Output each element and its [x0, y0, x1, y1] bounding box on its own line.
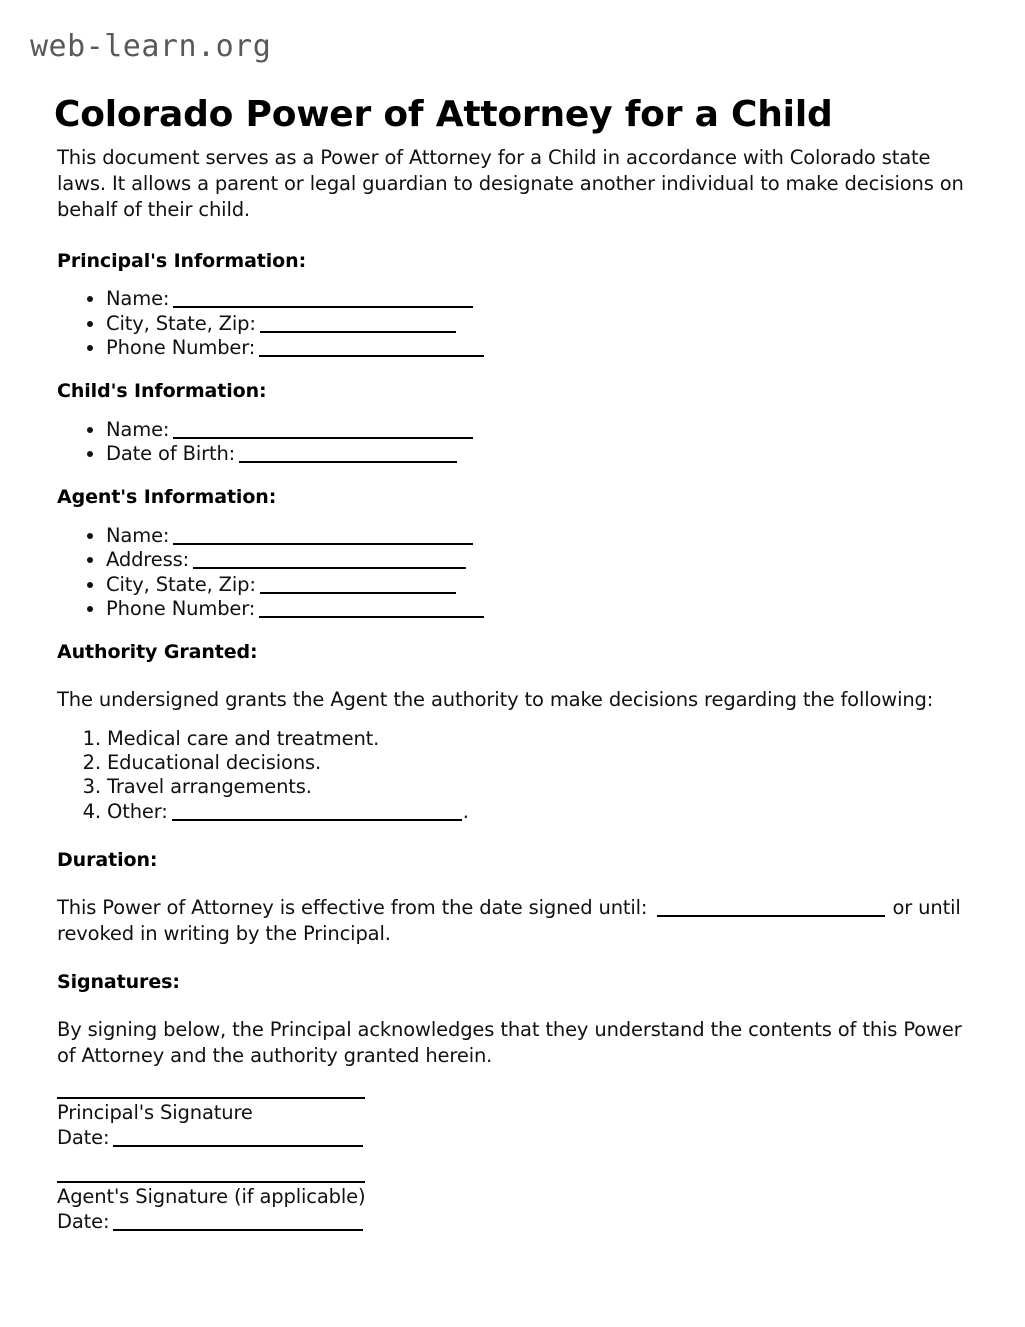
intro-paragraph: This document serves as a Power of Attorney for a Child in accordance with Colorado state laws. It allows a parent or legal guardian to designate another individual to make decisions on behalf of their child.: [57, 146, 964, 221]
signature-group: [57, 1097, 967, 1151]
document-body: [57, 145, 967, 1265]
agent-field-item: [106, 524, 967, 548]
child-field-label: Name:: [106, 417, 170, 441]
fill-in-blank[interactable]: [173, 423, 473, 439]
child-field-label: Date of Birth:: [106, 442, 236, 466]
fill-in-blank[interactable]: [193, 553, 466, 569]
fill-in-blank[interactable]: [259, 341, 484, 357]
signature-line[interactable]: [57, 1181, 365, 1183]
signature-blocks: [57, 1097, 967, 1235]
spacer: [57, 510, 967, 524]
agent-field-label: Address:: [106, 548, 190, 572]
spacer: [57, 995, 967, 1017]
agent-field-item: [106, 548, 967, 572]
authority-item-suffix: .: [462, 799, 469, 823]
signature-date-row: [57, 1210, 967, 1235]
principal-field-label: Name:: [106, 287, 170, 311]
fill-in-blank[interactable]: [113, 1215, 363, 1231]
fill-in-blank[interactable]: [657, 901, 885, 917]
child-section-heading: Child's Information:: [57, 380, 267, 403]
signature-acknowledgement-paragraph: By signing below, the Principal acknowledges that they understand the contents of this Power of Attorney and the authority granted herein.: [57, 1018, 962, 1068]
authority-section-heading: Authority Granted:: [57, 641, 258, 664]
duration-paragraph: [57, 895, 967, 947]
spacer: [57, 946, 967, 970]
spacer: [57, 223, 967, 249]
spacer: [57, 713, 967, 727]
agent-field-label: Name:: [106, 524, 170, 548]
signature-date-label: Date:: [57, 1209, 110, 1233]
duration-text-before-blank: This Power of Attorney is effective from the date signed until:: [57, 895, 654, 919]
signatures-section-heading: Signatures:: [57, 971, 180, 994]
agent-field-item: [106, 597, 967, 621]
fill-in-blank[interactable]: [173, 529, 473, 545]
principal-fields-list: [57, 287, 967, 360]
principal-field-item: [106, 287, 967, 311]
signature-group: [57, 1181, 967, 1235]
authority-item-text: Travel arrangements.: [107, 775, 312, 799]
fill-in-blank[interactable]: [259, 602, 484, 618]
duration-section-heading: Duration:: [57, 848, 158, 871]
authority-item: [107, 800, 967, 824]
authority-item: [107, 727, 967, 751]
agent-field-item: [106, 573, 967, 597]
child-field-item: [106, 442, 967, 466]
spacer: [57, 466, 967, 485]
fill-in-blank[interactable]: [113, 1131, 363, 1147]
duration-text-after-blank: or until revoked in writing by the Principal.: [57, 895, 961, 945]
fill-in-blank[interactable]: [260, 578, 456, 594]
authority-item-text: Educational decisions.: [107, 751, 322, 775]
authority-item: [107, 751, 967, 775]
agent-field-label: Phone Number:: [106, 596, 256, 620]
fill-in-blank[interactable]: [260, 317, 456, 333]
spacer: [57, 404, 967, 418]
principal-section-heading: Principal's Information:: [57, 249, 307, 272]
authority-item: [107, 775, 967, 799]
signature-label: Principal's Signature: [57, 1100, 253, 1124]
site-watermark: web-learn.org: [30, 29, 272, 64]
child-fields-list: [57, 418, 967, 467]
signature-label: Agent's Signature (if applicable): [57, 1184, 366, 1208]
authority-item-text: Medical care and treatment.: [107, 726, 380, 750]
authority-item-text: Other:: [107, 799, 168, 823]
page-title: Colorado Power of Attorney for a Child: [54, 94, 833, 136]
spacer: [57, 621, 967, 640]
authority-intro-paragraph: The undersigned grants the Agent the authority to make decisions regarding the following:: [57, 687, 934, 711]
spacer: [57, 273, 967, 287]
principal-field-item: [106, 336, 967, 360]
spacer: [57, 873, 967, 895]
agent-section-heading: Agent's Information:: [57, 486, 277, 509]
signature-line[interactable]: [57, 1097, 365, 1099]
fill-in-blank[interactable]: [173, 292, 473, 308]
agent-fields-list: [57, 524, 967, 621]
principal-field-item: [106, 312, 967, 336]
principal-field-label: City, State, Zip:: [106, 311, 256, 335]
fill-in-blank[interactable]: [239, 447, 457, 463]
principal-field-label: Phone Number:: [106, 335, 256, 359]
spacer: [57, 824, 967, 848]
fill-in-blank[interactable]: [172, 805, 462, 821]
spacer: [57, 665, 967, 687]
signature-date-row: [57, 1126, 967, 1151]
agent-field-label: City, State, Zip:: [106, 572, 256, 596]
spacer: [57, 360, 967, 379]
authority-items-list: [57, 727, 967, 824]
child-field-item: [106, 418, 967, 442]
signature-date-label: Date:: [57, 1125, 110, 1149]
